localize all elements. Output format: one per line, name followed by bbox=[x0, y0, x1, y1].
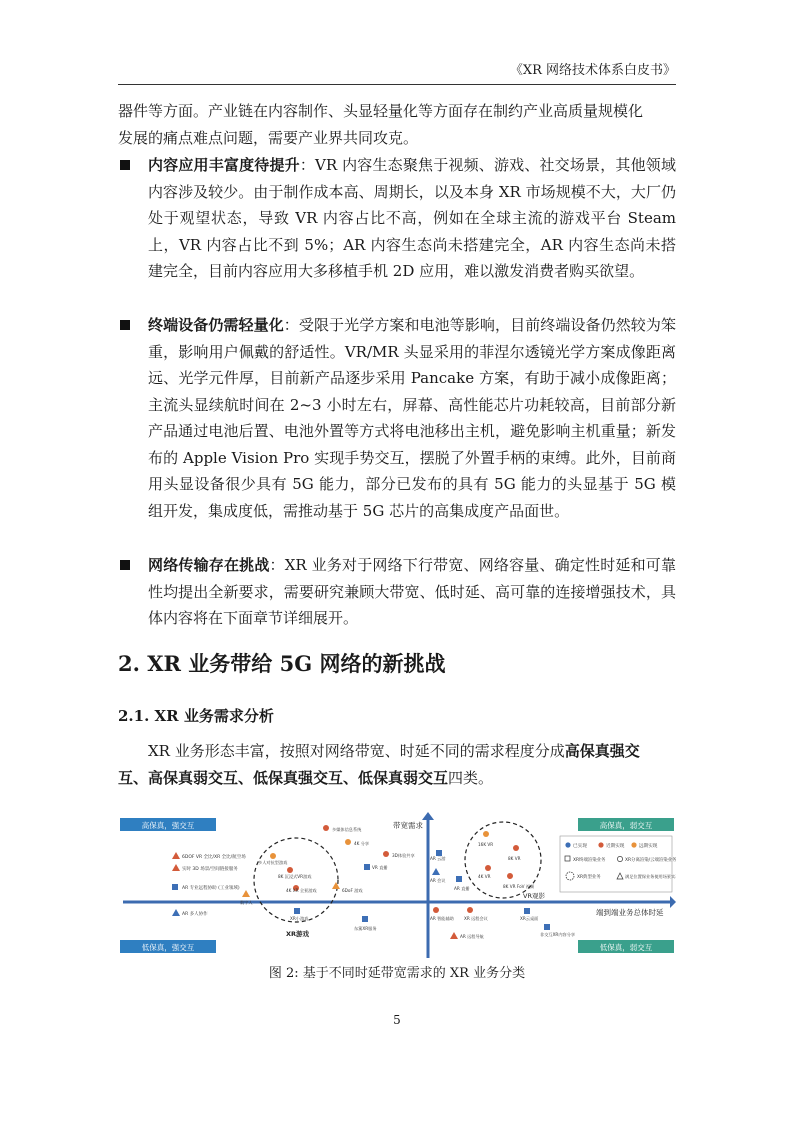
item-marker bbox=[287, 867, 293, 873]
body-line-1-prefix: XR 业务形态丰富，按照对网络带宽、时延不同的需求程度分成 bbox=[148, 742, 565, 760]
x-axis-label: 端到端业务总体时延 bbox=[596, 908, 664, 917]
item-marker bbox=[172, 864, 180, 871]
item-marker bbox=[485, 865, 491, 871]
item-marker bbox=[507, 873, 513, 879]
item-marker bbox=[172, 909, 180, 916]
item-marker bbox=[242, 890, 250, 897]
legend-item: 近期实现 bbox=[606, 844, 625, 849]
item-label: 6DoF 游戏 bbox=[342, 888, 363, 893]
xr-classification-figure bbox=[118, 812, 676, 960]
square-bullet-icon bbox=[120, 320, 130, 330]
legend-item: 满足位置保业务使用场景实现 bbox=[625, 874, 676, 879]
item-marker bbox=[172, 884, 178, 890]
item-marker bbox=[323, 825, 329, 831]
item-marker bbox=[483, 831, 489, 837]
item-marker bbox=[524, 908, 530, 914]
intro-line-1: 器件等方面。产业链在内容制作、头显轻量化等方面存在制约产业高质量规模化 bbox=[118, 102, 644, 120]
item-label: AR 多人协作 bbox=[182, 912, 208, 917]
item-label: 多人对抗型游戏 bbox=[258, 860, 288, 865]
item-label: 多媒体信息系统 bbox=[332, 827, 362, 832]
subsection-title: 2.1. XR 业务需求分析 bbox=[118, 707, 274, 725]
item-label: 实时 3D 场景/空间链接服务 bbox=[182, 867, 238, 872]
legend-item: XR终端渲染业务 bbox=[573, 858, 606, 863]
legend bbox=[560, 836, 676, 892]
bullet-content bbox=[118, 152, 676, 285]
item-label: 8K VR FoV 视频 bbox=[503, 884, 535, 889]
item-label: XR小游戏 bbox=[290, 916, 309, 921]
bullet-title: 终端设备仍需轻量化 bbox=[148, 316, 284, 334]
section-title: 2. XR 业务带给 5G 网络的新挑战 bbox=[118, 651, 446, 676]
quadrant-bottom-left: 低保真，强交互 bbox=[141, 943, 195, 952]
item-label: AR 直播 bbox=[454, 886, 470, 891]
bullet-network bbox=[118, 552, 676, 632]
item-label: 8K VR bbox=[508, 856, 521, 861]
item-label: 8K 沉浸式VR游戏 bbox=[278, 874, 312, 879]
legend-item: XR分离渲染/云端渲染业务 bbox=[625, 858, 676, 863]
intro-line-2: 发展的痛点难点问题，需要产业界共同攻克。 bbox=[118, 128, 419, 147]
body-paragraph bbox=[118, 738, 676, 791]
item-label: XR云桌面 bbox=[520, 916, 539, 921]
square-bullet-icon bbox=[120, 560, 130, 570]
item-label: VR 直播 bbox=[372, 865, 388, 870]
item-label: 16K VR bbox=[478, 842, 494, 847]
item-label: 4K XR 全景游戏 bbox=[286, 888, 317, 893]
body-line-1-bold: 高保真强交 bbox=[564, 742, 640, 760]
item-marker bbox=[364, 864, 370, 870]
legend-item: 已实现 bbox=[573, 844, 587, 849]
page-header: 《XR 网络技术体系白皮书》 bbox=[118, 62, 676, 85]
y-axis-label: 带宽需求 bbox=[393, 821, 423, 830]
item-marker bbox=[172, 852, 180, 859]
bullet-title: 内容应用丰富度待提升 bbox=[148, 156, 300, 174]
bullet-text: ：VR 内容生态聚焦于视频、游戏、社交场景，其他领域内容涉及较少。由于制作成本高、周期长，以及本身 XR 市场规模不大，大厂仍处于观望状态，导致 VR 内容占比不高，例如在全球主流的游戏平台 Steam 上，VR 内容占比不到 5%；AR 内容生态尚未搭建完全，AR 内容生态尚未搭建完全，目前内容应用大多移植手机 2D 应用，难以激发消费者购买欲望。 bbox=[148, 156, 676, 280]
vr-view-label: VR观影 bbox=[523, 892, 545, 900]
x-axis-arrow-icon bbox=[670, 896, 676, 908]
quadrant-top-right: 高保真，弱交互 bbox=[599, 821, 653, 830]
item-marker bbox=[467, 907, 473, 913]
item-label: AR 云游 bbox=[430, 856, 446, 861]
item-label: 非交互XR内容分享 bbox=[540, 932, 576, 937]
figure-caption: 图 2: 基于不同时延带宽需求的 XR 业务分类 bbox=[268, 966, 526, 981]
bullet-terminal bbox=[118, 312, 676, 524]
item-marker bbox=[513, 845, 519, 851]
item-label: AR 专业远程协助 (工业领域) bbox=[182, 886, 240, 891]
item-label: 数字人 bbox=[240, 900, 253, 905]
item-label: 4K VR bbox=[478, 874, 491, 879]
item-marker bbox=[544, 924, 550, 930]
item-label: 6DOF VR 全比/XR 全比/航空场 bbox=[182, 855, 246, 860]
square-bullet-icon bbox=[120, 160, 130, 170]
item-marker bbox=[433, 907, 439, 913]
item-label: AR 智能辅助 bbox=[430, 916, 454, 921]
item-label: 4K 分享 bbox=[354, 841, 370, 846]
item-marker bbox=[345, 839, 351, 845]
item-marker bbox=[456, 876, 462, 882]
item-marker bbox=[432, 868, 440, 875]
item-label: 3D体验共享 bbox=[392, 853, 415, 858]
intro-paragraph bbox=[118, 98, 676, 151]
legend-item: XR典型业务 bbox=[577, 875, 601, 880]
item-marker bbox=[362, 916, 368, 922]
quadrant-bottom-right: 低保真，弱交互 bbox=[599, 943, 653, 952]
xr-game-label: XR游戏 bbox=[286, 930, 310, 938]
item-marker bbox=[383, 851, 389, 857]
bullet-title: 网络传输存在挑战 bbox=[148, 556, 270, 574]
item-marker bbox=[270, 853, 276, 859]
y-axis-arrow-icon bbox=[422, 812, 434, 820]
item-label: 东篱XR服务 bbox=[354, 926, 377, 931]
item-label: AR 会议 bbox=[430, 878, 446, 883]
legend-item: 远期实现 bbox=[639, 844, 658, 849]
body-line-2-bold: 互、高保真弱交互、低保真强交互、低保真弱交互 bbox=[118, 768, 449, 787]
quadrant-top-left: 高保真，强交互 bbox=[141, 821, 195, 830]
page-number: 5 bbox=[393, 1013, 401, 1027]
item-marker bbox=[450, 932, 458, 939]
bullet-text: ：XR 业务对于网络下行带宽、网络容量、确定性时延和可靠性均提出全新要求，需要研究兼顾大带宽、低时延、高可靠的连接增强技术，具体内容将在下面章节详细展开。 bbox=[148, 556, 676, 627]
item-marker bbox=[332, 882, 340, 889]
bullet-text: ：受限于光学方案和电池等影响，目前终端设备仍然较为笨重，影响用户佩戴的舒适性。VR/MR 头显采用的菲涅尔透镜光学方案成像距离远、光学元件厚，目前新产品逐步采用 Pancake 方案，有助于减小成像距离；主流头显续航时间在 2~3 小时左右，屏幕、高性能芯片功耗较高，目前部分新产品通过电池后置、电池外置等方式将电池移出主机，避免影响主机重量；新发布的 Apple Vision Pro 实现手势交互，摆脱了外置手柄的束缚。此外，目前商用头显设备很少具有 5G 能力，部分已发布的具有 5G 能力的头显基于 5G 模组开发，集成度低，需推动基于 5G 芯片的高集成度产品面世。 bbox=[148, 316, 676, 520]
item-marker bbox=[294, 908, 300, 914]
item-label: XR 远程会议 bbox=[464, 916, 488, 921]
body-line-2-suffix: 四类。 bbox=[448, 768, 494, 787]
item-label: AR 远程导航 bbox=[460, 934, 484, 939]
